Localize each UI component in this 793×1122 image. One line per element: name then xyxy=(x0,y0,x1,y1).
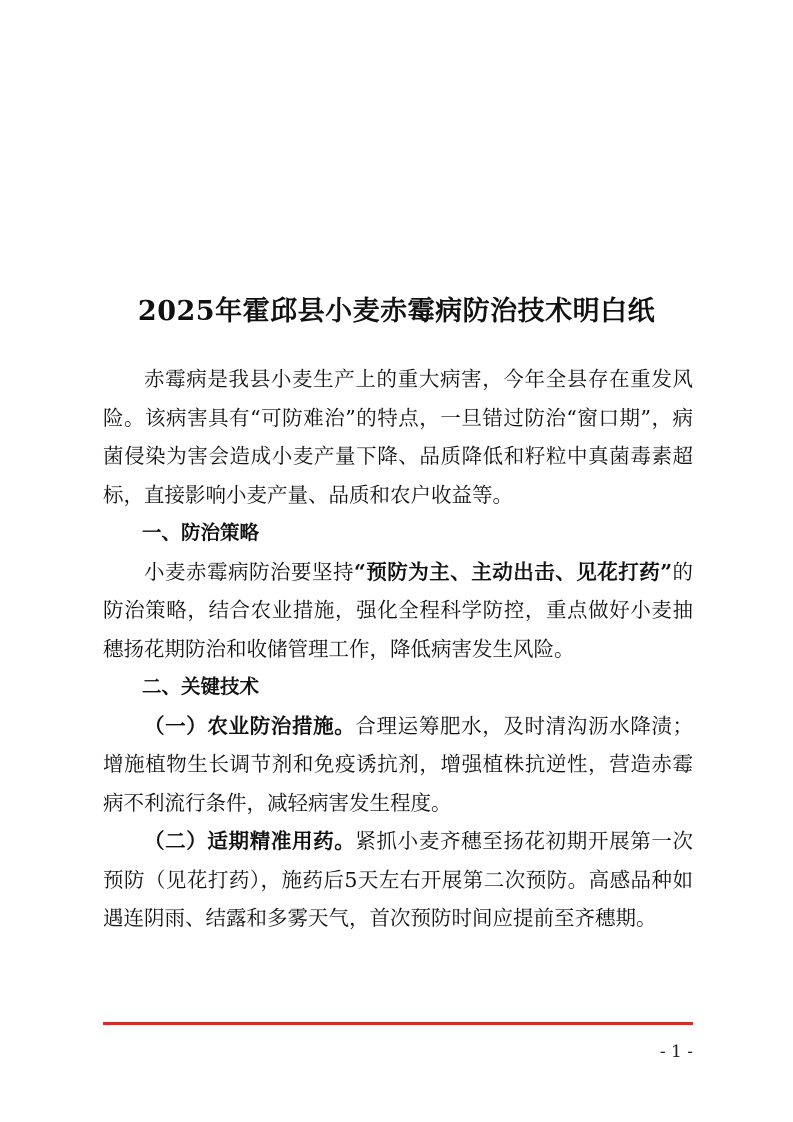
agri-measures-paragraph xyxy=(103,707,693,823)
agri-measures-lead: （一）农业防治措施。 xyxy=(144,713,356,738)
precise-medication-paragraph xyxy=(103,822,693,938)
section-heading-strategy: 一、防治策略 xyxy=(142,521,260,544)
page-number: - 1 - xyxy=(659,1042,693,1062)
agri-measures-text: 合理运筹肥水，及时清沟沥水降渍；增施植物生长调节剂和免疫诱抗剂，增强植株抗逆性，营造赤霉病不利流行条件，减轻病害发生程度。 xyxy=(103,713,694,815)
document-body xyxy=(103,360,693,938)
intro-paragraph: 赤霉病是我县小麦生产上的重大病害，今年全县存在重发风险。该病害具有“可防难治”的特点，一旦错过防治“窗口期”，病菌侵染为害会造成小麦产量下降、品质降低和籽粒中真菌毒素超标，直接影响小麦产量、品质和农户收益等。 xyxy=(103,367,693,507)
footer-divider xyxy=(103,1022,693,1025)
strategy-text-bold: “预防为主、主动出击、见花打药” xyxy=(353,559,672,584)
precise-medication-lead: （二）适期精准用药。 xyxy=(144,829,356,853)
strategy-text-before: 小麦赤霉病防治要坚持 xyxy=(144,559,354,584)
strategy-paragraph xyxy=(103,553,693,669)
strategy-text-after: 的防治策略，结合农业措施，强化全程科学防控，重点做好小麦抽穗扬花期防治和收储管理工作，降低病害发生风险。 xyxy=(103,559,693,661)
section-heading-key-tech: 二、关键技术 xyxy=(142,675,260,698)
precise-medication-text: 紧抓小麦齐穗至扬花初期开展第一次预防（见花打药），施药后5天左右开展第二次预防。高感品种如遇连阴雨、结露和多雾天气，首次预防时间应提前至齐穗期。 xyxy=(103,829,694,930)
document-title: 2025年霍邱县小麦赤霉病防治技术明白纸 xyxy=(137,296,656,327)
